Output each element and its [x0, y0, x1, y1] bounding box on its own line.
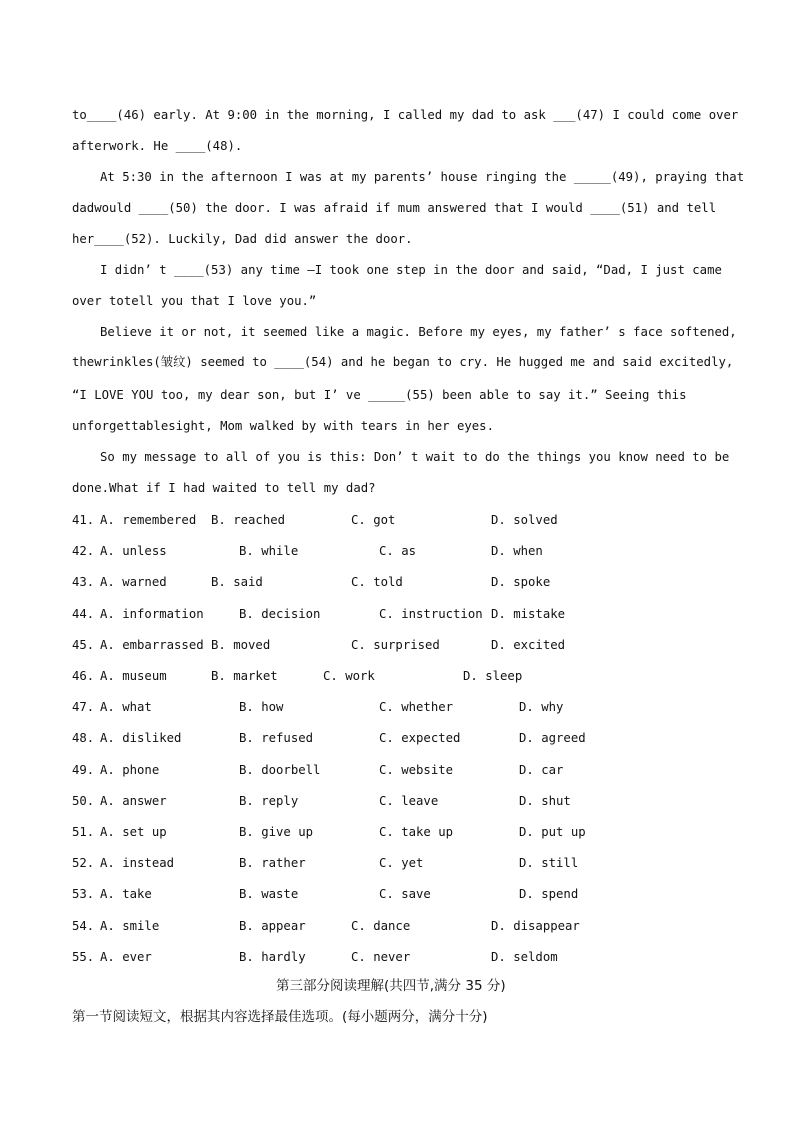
answer-option[interactable]: B. reached — [211, 513, 286, 527]
answer-option[interactable]: D. seldom — [491, 949, 558, 964]
question-number: 55. — [72, 949, 95, 964]
answer-option[interactable]: D. when — [491, 544, 543, 559]
answer-option[interactable]: D. excited — [491, 637, 566, 652]
answer-option[interactable]: C. yet — [379, 856, 424, 871]
answer-option[interactable]: C. as — [379, 544, 417, 559]
answer-option[interactable]: D. agreed — [519, 731, 586, 746]
section-heading: 第三部分阅读理解(共四节,满分 35 分) — [276, 978, 506, 994]
answer-option[interactable]: B. give up — [239, 825, 314, 839]
passage-line: thewrinkles(皱纹) seemed to ____(54) and he began to cry. He hugged me and said excitedly, — [72, 355, 734, 369]
answer-option[interactable]: A. disliked — [100, 731, 182, 746]
answer-option[interactable]: D. disappear — [491, 918, 580, 933]
answer-option[interactable]: B. how — [239, 700, 284, 715]
question-number: 43. — [72, 575, 95, 590]
section-instruction: 第一节阅读短文，根据其内容选择最佳选项。(每小题两分，满分十分) — [72, 1009, 488, 1025]
answer-option[interactable]: A. information — [100, 606, 204, 621]
answer-option[interactable]: D. sleep — [463, 669, 523, 683]
passage-line: dadwould ____(50) the door. I was afraid if mum answered that I would ____(51) and tell — [72, 201, 717, 215]
answer-option[interactable]: B. doorbell — [239, 762, 321, 777]
answer-option[interactable]: C. dance — [351, 918, 411, 933]
answer-option[interactable]: B. waste — [239, 887, 299, 902]
answer-option[interactable]: C. work — [323, 669, 375, 683]
question-number: 54. — [72, 918, 95, 933]
answer-option[interactable]: A. phone — [100, 762, 160, 777]
passage-line: her____(52). Luckily, Dad did answer the door. — [72, 232, 413, 246]
answer-option[interactable]: D. why — [519, 700, 564, 715]
answer-option[interactable]: A. smile — [100, 918, 160, 933]
answer-option[interactable]: B. while — [239, 544, 299, 559]
answer-option[interactable]: D. shut — [519, 793, 571, 808]
answer-option[interactable]: B. reply — [239, 793, 299, 808]
answer-option[interactable]: C. take up — [379, 825, 454, 839]
question-number: 52. — [72, 856, 95, 871]
question-number: 42. — [72, 544, 95, 559]
answer-option[interactable]: D. spend — [519, 887, 579, 902]
answer-option[interactable]: D. solved — [491, 513, 558, 527]
answer-option[interactable]: B. refused — [239, 731, 314, 746]
answer-option[interactable]: A. museum — [100, 669, 167, 683]
passage-line: So my message to all of you is this: Don’ t wait to do the things you know need to be — [100, 450, 730, 464]
answer-option[interactable]: B. appear — [239, 918, 306, 933]
answer-option[interactable]: A. answer — [100, 793, 167, 808]
answer-option[interactable]: A. take — [100, 887, 152, 902]
passage-line: done.What if I had waited to tell my dad? — [72, 481, 376, 495]
passage-line: afterwork. He ____(48). — [72, 139, 243, 153]
answer-option[interactable]: C. got — [351, 513, 396, 527]
answer-option[interactable]: B. rather — [239, 856, 306, 871]
answer-option[interactable]: A. warned — [100, 575, 167, 590]
answer-option[interactable]: A. embarrassed — [100, 637, 204, 652]
answer-option[interactable]: C. website — [379, 762, 454, 777]
answer-option[interactable]: D. spoke — [491, 575, 551, 590]
answer-option[interactable]: C. leave — [379, 793, 439, 808]
answer-option[interactable]: A. what — [100, 700, 152, 715]
answer-option[interactable]: A. instead — [100, 856, 175, 871]
passage-line: to____(46) early. At 9:00 in the morning, I called my dad to ask ___(47) I could come over — [72, 108, 739, 122]
answer-option[interactable]: C. save — [379, 887, 431, 902]
question-number: 48. — [72, 731, 95, 746]
answer-option[interactable]: C. instruction — [379, 606, 483, 621]
answer-option[interactable]: C. whether — [379, 700, 454, 715]
question-number: 50. — [72, 793, 95, 808]
question-number: 49. — [72, 762, 95, 777]
answer-option[interactable]: D. still — [519, 856, 579, 871]
question-number: 46. — [72, 669, 95, 683]
answer-option[interactable]: C. surprised — [351, 637, 440, 652]
answer-option[interactable]: C. never — [351, 949, 411, 964]
answer-option[interactable]: C. expected — [379, 731, 461, 746]
answer-option[interactable]: D. mistake — [491, 606, 566, 621]
question-number: 45. — [72, 637, 95, 652]
passage-line: over totell you that I love you.” — [72, 294, 317, 308]
question-number: 44. — [72, 606, 95, 621]
answer-option[interactable]: B. said — [211, 575, 263, 590]
answer-option[interactable]: B. market — [211, 669, 278, 683]
answer-option[interactable]: C. told — [351, 575, 403, 590]
passage-line: “I LOVE YOU too, my dear son, but I’ ve _____(55) been able to say it.” Seeing this — [72, 388, 687, 402]
answer-option[interactable]: A. remembered — [100, 513, 197, 527]
answer-option[interactable]: D. put up — [519, 825, 586, 839]
question-number: 41. — [72, 513, 95, 527]
answer-option[interactable]: A. ever — [100, 949, 152, 964]
passage-line: unforgettablesight, Mom walked by with tears in her eyes. — [72, 419, 494, 433]
answer-option[interactable]: A. unless — [100, 544, 167, 559]
question-number: 53. — [72, 887, 95, 902]
answer-option[interactable]: B. moved — [211, 637, 271, 652]
answer-option[interactable]: B. hardly — [239, 949, 306, 964]
passage-line: At 5:30 in the afternoon I was at my parents’ house ringing the _____(49), praying that — [100, 170, 745, 184]
passage-line: Believe it or not, it seemed like a magic. Before my eyes, my father’ s face softened, — [100, 325, 737, 339]
answer-option[interactable]: A. set up — [100, 825, 167, 839]
question-number: 47. — [72, 700, 95, 715]
question-number: 51. — [72, 825, 95, 839]
answer-option[interactable]: D. car — [519, 762, 564, 777]
passage-line: I didn’ t ____(53) any time —I took one step in the door and said, “Dad, I just came — [100, 263, 722, 277]
answer-option[interactable]: B. decision — [239, 606, 321, 621]
